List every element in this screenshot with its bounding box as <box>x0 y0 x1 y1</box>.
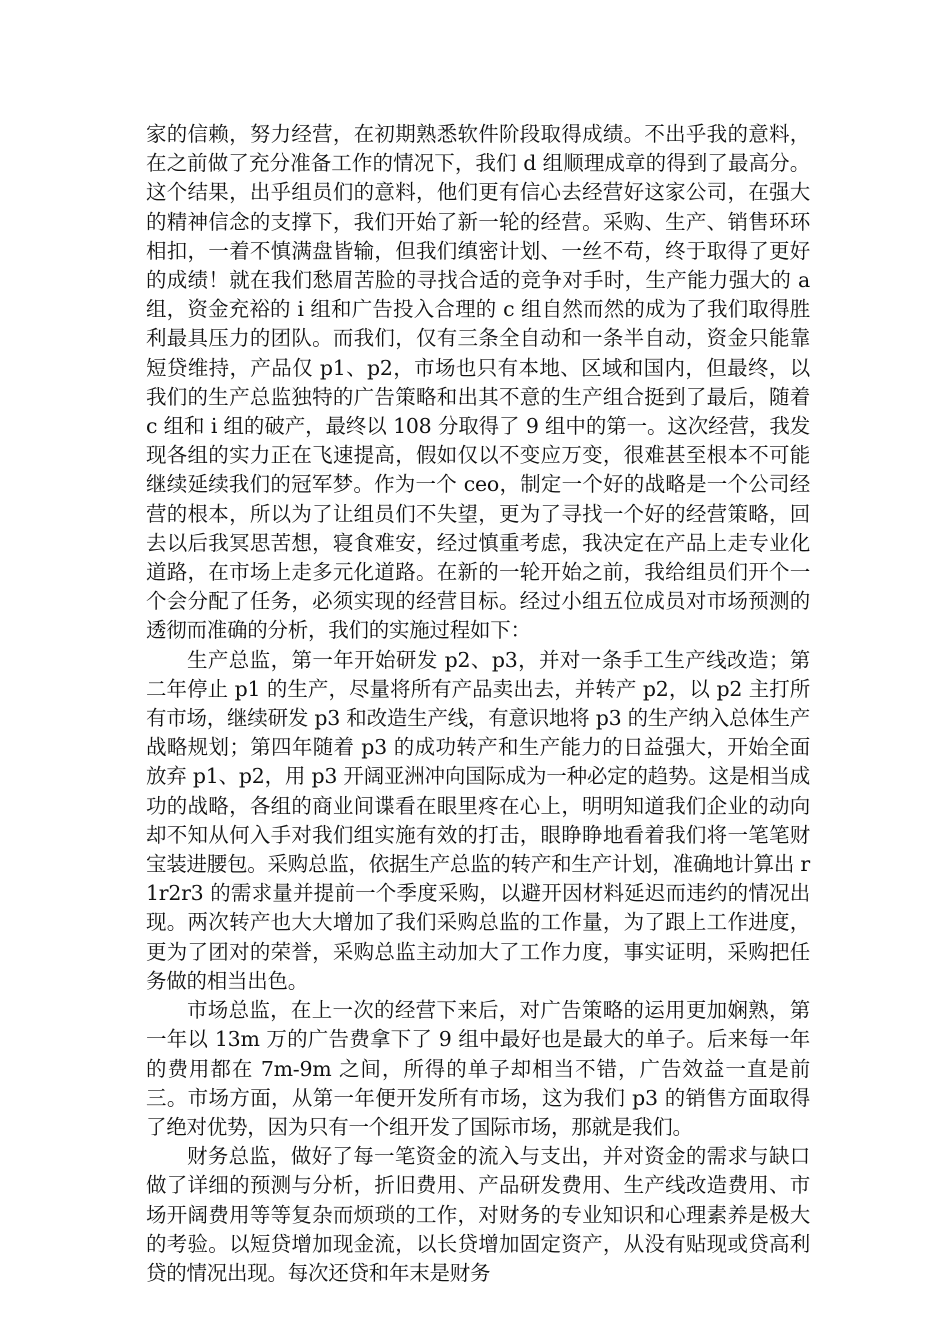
paragraph-opening: 家的信赖，努力经营，在初期熟悉软件阶段取得成绩。不出乎我的意料，在之前做了充分准备工作的情况下，我们 d 组顺理成章的得到了最高分。这个结果，出乎组员们的意料，他们更有信心去经营好这家公司，在强大的精神信念的支撑下，我们开始了新一轮的经营。采购、生产、销售环环相扣，一着不慎满盘皆输，但我们缜密计划、一丝不苟，终于取得了更好的成绩！就在我们愁眉苦脸的寻找合适的竞争对手时，生产能力强大的 a 组，资金充裕的 i 组和广告投入合理的 c 组自然而然的成为了我们取得胜利最具压力的团队。而我们，仅有三条全自动和一条半自动，资金只能靠短贷维持，产品仅 p1、p2，市场也只有本地、区域和国内，但最终，以我们的生产总监独特的广告策略和出其不意的生产组合挺到了最后，随着 c 组和 i 组的破产，最终以 108 分取得了 9 组中的第一。这次经营，我发现各组的实力正在飞速提高，假如仅以不变应万变，很难甚至根本不可能继续延续我们的冠军梦。作为一个 ceo，制定一个好的战略是一个公司经营的根本，所以为了让组员们不失望，更为了寻找一个好的经营策略，回去以后我冥思苦想，寝食难安，经过慎重考虑，我决定在产品上走专业化道路，在市场上走多元化道路。在新的一轮开始之前，我给组员们开个一个会分配了任务，必须实现的经营目标。经过小组五位成员对市场预测的透彻而准确的分析，我们的实施过程如下： <box>146 122 810 643</box>
paragraph-marketing-director: 市场总监，在上一次的经营下来后，对广告策略的运用更加娴熟，第一年以 13m 万的广告费拿下了 9 组中最好也是最大的单子。后来每一年的费用都在 7m-9m 之间，所得的单子却相当不错，广告效益一直是前三。市场方面，从第一年便开发所有市场，这为我们 p3 的销售方面取得了绝对优势，因为只有一个组开发了国际市场，那就是我们。 <box>146 998 810 1139</box>
paragraph-finance-director: 财务总监，做好了每一笔资金的流入与支出，并对资金的需求与缺口做了详细的预测与分析，折旧费用、产品研发费用、生产线改造费用、市场开阔费用等等复杂而烦琐的工作，对财务的专业知识和心理素养是极大的考验。以短贷增加现金流，以长贷增加固定资产，从没有贴现或贷高利贷的情况出现。每次还贷和年末是财务 <box>146 1144 810 1285</box>
document-page <box>146 120 810 1288</box>
paragraph-production-director: 生产总监，第一年开始研发 p2、p3，并对一条手工生产线改造；第二年停止 p1 的生产，尽量将所有产品卖出去，并转产 p2，以 p2 主打所有市场，继续研发 p3 和改造生产线，有意识地将 p3 的生产纳入总体生产战略规划；第四年随着 p3 的成功转产和生产能力的日益强大，开始全面放弃 p1、p2，用 p3 开阔亚洲冲向国际成为一种必定的趋势。这是相当成功的战略，各组的商业间谍看在眼里疼在心上，明明知道我们企业的动向却不知从何入手对我们组实施有效的打击，眼睁睁地看着我们将一笔笔财宝装进腰包。采购总监，依据生产总监的转产和生产计划，准确地计算出 r1r2r3 的需求量并提前一个季度采购，以避开因材料延迟而违约的情况出现。两次转产也大大增加了我们采购总监的工作量，为了跟上工作进度，更为了团对的荣誉，采购总监主动加大了工作力度，事实证明，采购把任务做的相当出色。 <box>146 647 810 993</box>
